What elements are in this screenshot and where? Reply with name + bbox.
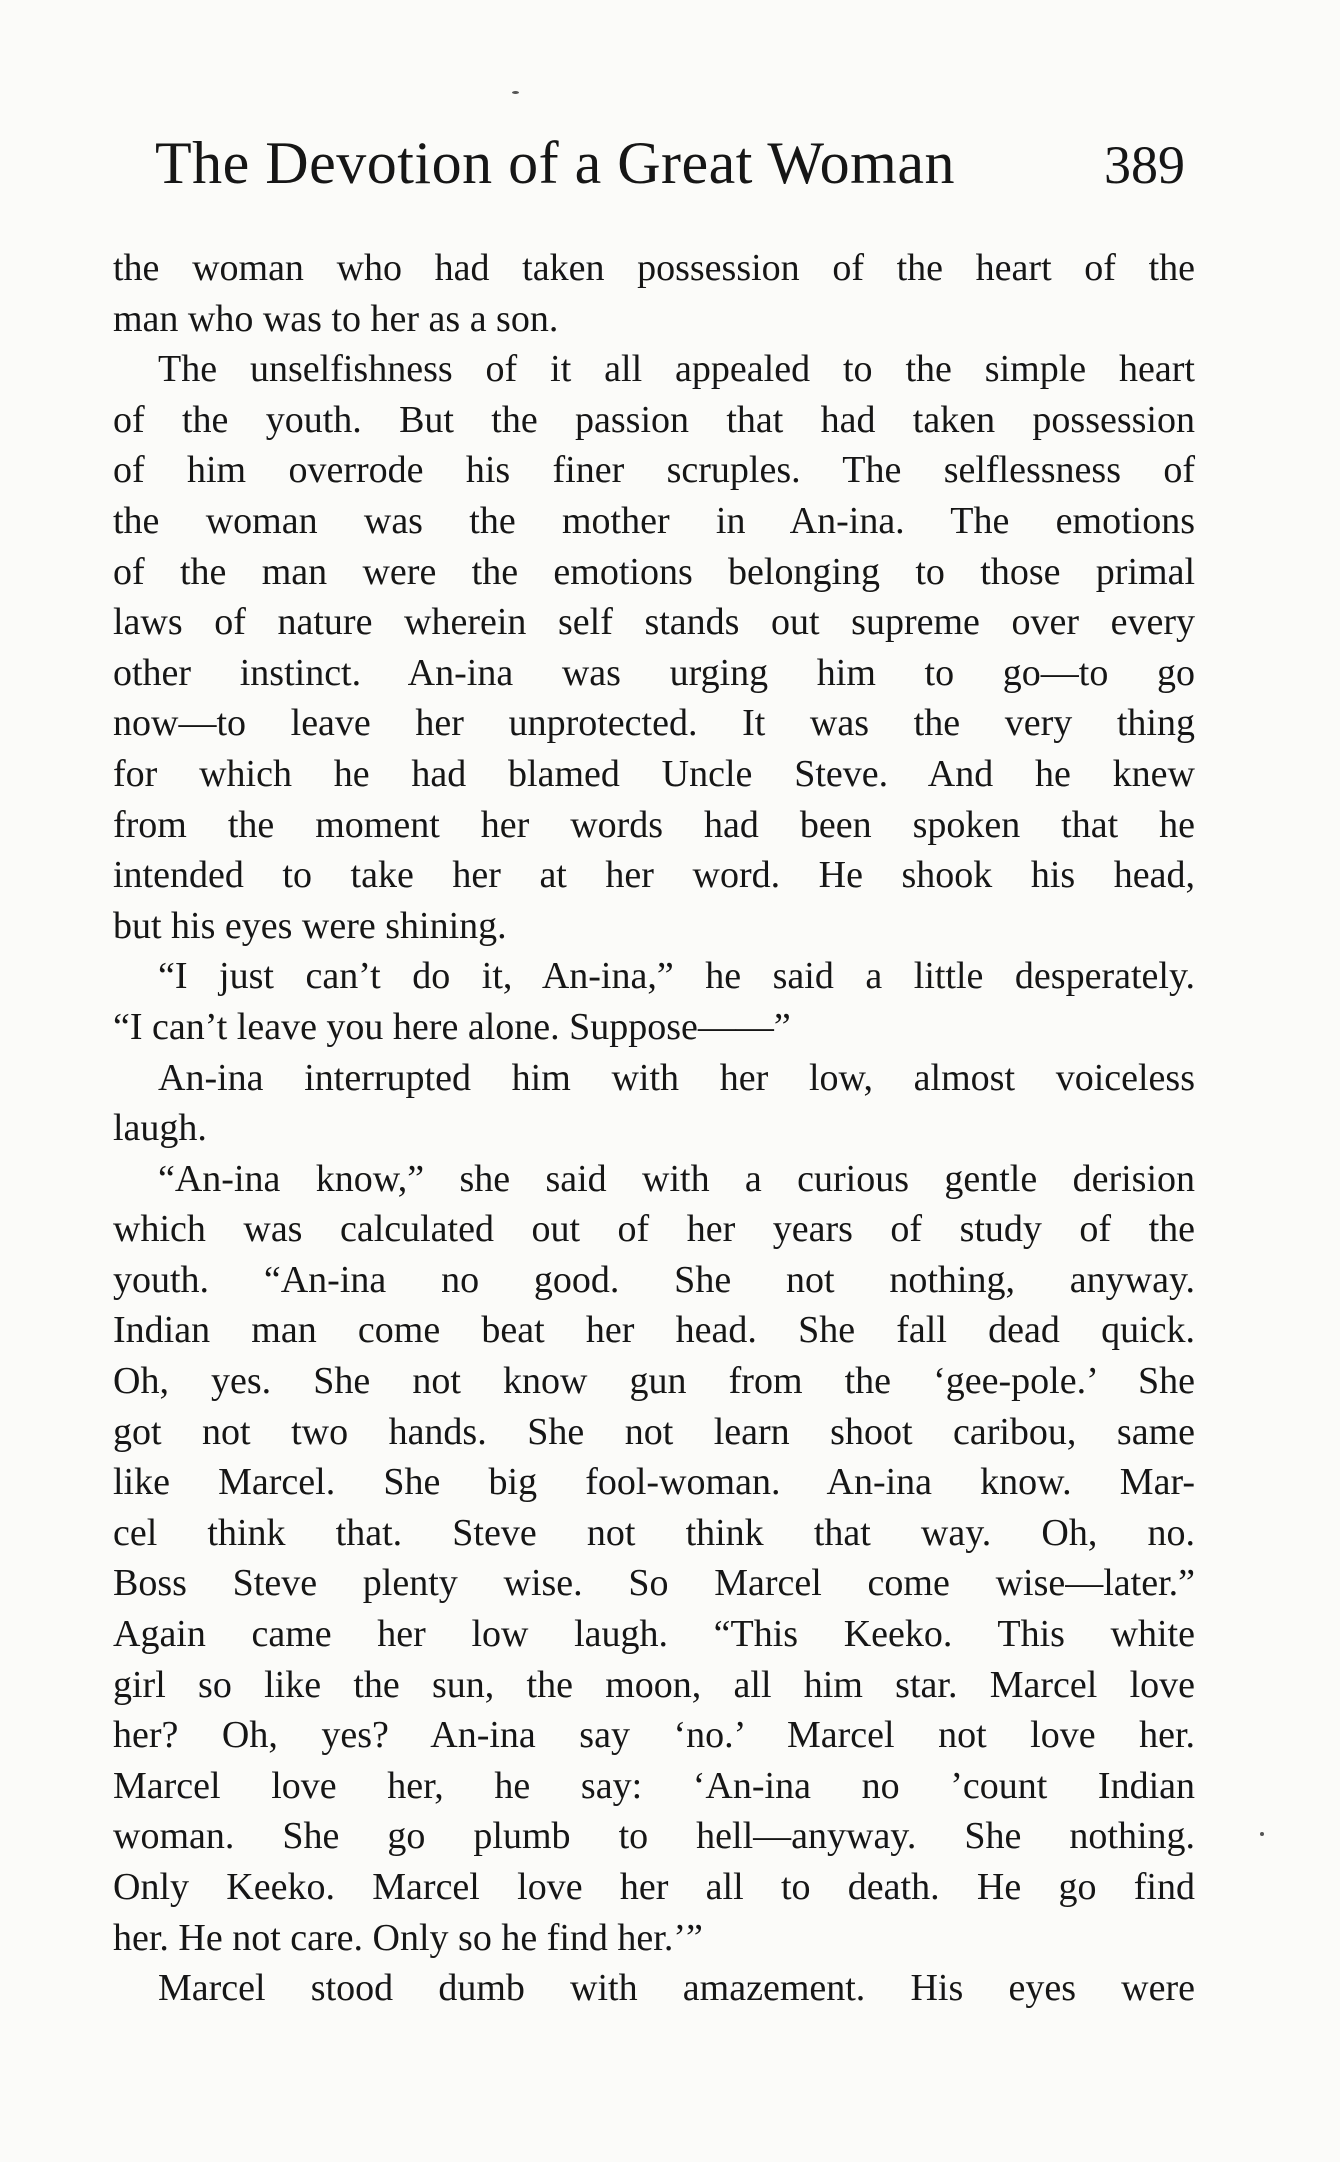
text-line: “I can’t leave you here alone. Suppose——” [113,1005,791,1048]
text-line: Boss Steve plenty wise. So Marcel come wise—later.” [113,1562,1195,1605]
text-line: from the moment her words had been spoken that he [113,803,1195,846]
text-line: of the youth. But the passion that had taken possession [113,398,1195,441]
text-line: The unselfishness of it all appealed to the simple heart [158,348,1195,391]
text-line: Oh, yes. She not know gun from the ‘gee-pole.’ She [113,1360,1195,1403]
text-line: Only Keeko. Marcel love her all to death. He go find [113,1866,1195,1908]
text-line: other instinct. An-ina was urging him to go—to go [113,651,1195,694]
text-line: the woman who had taken possession of the heart of the [113,247,1195,289]
running-head [155,128,1185,198]
text-line: youth. “An-ina no good. She not nothing, anyway. [113,1258,1195,1301]
text-line: intended to take her at her word. He shook his head, [113,854,1195,897]
text-line: man who was to her as a son. [113,297,559,340]
text-line: the woman was the mother in An-ina. The emotions [113,499,1195,542]
text-line: Marcel love her, he say: ‘An-ina no ’count Indian [113,1764,1195,1807]
chapter-title: The Devotion of a Great Woman [155,130,955,196]
text-line: girl so like the sun, the moon, all him star. Marcel love [113,1663,1195,1706]
text-line: but his eyes were shining. [113,904,507,947]
text-line: Indian man come beat her head. She fall dead quick. [113,1309,1195,1352]
text-line: her? Oh, yes? An-ina say ‘no.’ Marcel not love her. [113,1714,1195,1757]
text-line: got not two hands. She not learn shoot caribou, same [113,1410,1195,1453]
text-line: “An-ina know,” she said with a curious gentle derision [158,1157,1195,1200]
text-line: now—to leave her unprotected. It was the very thing [113,702,1195,745]
text-line: “I just can’t do it, An-ina,” he said a little desperately. [158,955,1195,998]
text-line: of him overrode his finer scruples. The selflessness of [113,449,1195,492]
text-line: laugh. [113,1107,207,1150]
text-line: Marcel stood dumb with amazement. His eyes were [158,1967,1195,2010]
text-line: which was calculated out of her years of study of the [113,1208,1195,1251]
text-line: laws of nature wherein self stands out supreme over every [113,601,1195,644]
text-line: woman. She go plumb to hell—anyway. She nothing. [113,1815,1195,1858]
body-text [113,243,1195,2014]
text-line: Again came her low laugh. “This Keeko. This white [113,1613,1195,1656]
text-line: her. He not care. Only so he find her.’” [113,1916,703,1959]
text-line: cel think that. Steve not think that way. Oh, no. [113,1511,1195,1554]
scan-speck [1260,1832,1264,1836]
page-number: 389 [1104,135,1185,195]
text-line: An-ina interrupted him with her low, almost voiceless [158,1056,1195,1099]
text-line: for which he had blamed Uncle Steve. And he knew [113,752,1195,795]
text-line: of the man were the emotions belonging to those primal [113,550,1195,593]
scan-speck [512,91,519,94]
text-line: like Marcel. She big fool-woman. An-ina know. Mar- [113,1461,1195,1504]
